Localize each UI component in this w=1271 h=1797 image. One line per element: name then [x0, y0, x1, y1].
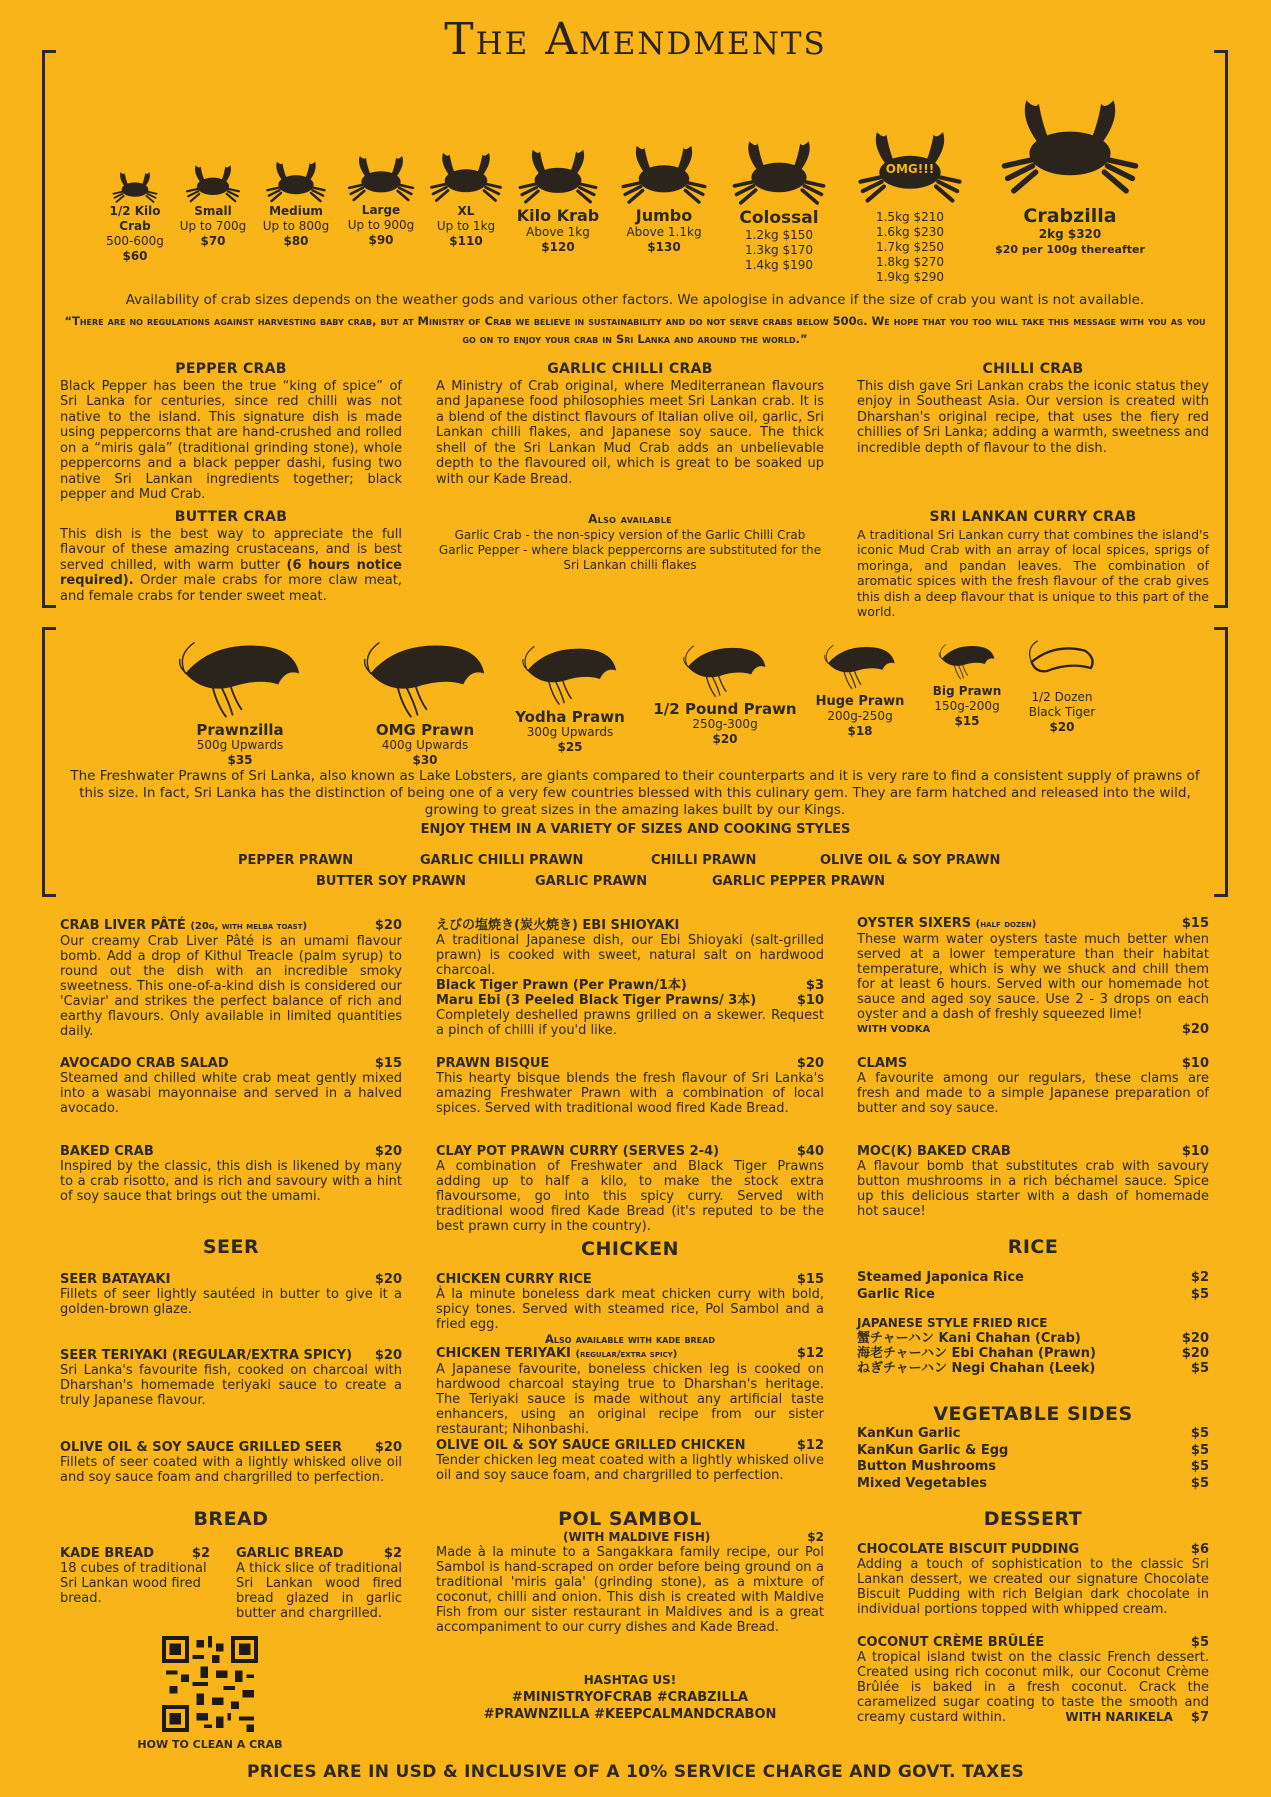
- crab-size-item: [724, 132, 834, 273]
- crab-icon: [182, 160, 244, 204]
- item-desc: Completely deshelled prawns grilled on a skewer. Request a pinch of chilli if you'd like.: [436, 1008, 824, 1038]
- item-header: [60, 1272, 402, 1287]
- section-heading-pol-sambol: POL SAMBOL: [558, 1508, 702, 1530]
- kade-bread: [60, 1546, 210, 1606]
- section-heading-rice: RICE: [1007, 1236, 1059, 1258]
- prawn-style: GARLIC PEPPER PRAWN: [712, 874, 886, 889]
- crab-size-price: $70: [200, 234, 226, 248]
- chocolate-biscuit-pudding: [857, 1542, 1209, 1617]
- crab-size-name: Colossal: [739, 208, 819, 228]
- veg-name: KanKun Garlic: [857, 1426, 961, 1441]
- sustainability-quote: “There are no regulations against harvesting baby crab, but at Ministry of Crab we believe in sustainability and do not serve crabs below 500g. We hope that you too will take this message with you as you go on to enjoy your crab in Sri Lanka and around the world.”: [64, 314, 1206, 346]
- item-price: $2: [383, 1546, 402, 1561]
- item-price: $2: [807, 1530, 824, 1544]
- item-name: OYSTER SIXERS: [857, 916, 972, 931]
- item-title: SEER TERIYAKI (REGULAR/EXTRA SPICY): [60, 1348, 353, 1363]
- item-desc: A flavour bomb that substitutes crab with savoury button mushrooms in a rich béchamel sauce. Spice up this delicious starter with a dash of homemade hot sauce!: [857, 1159, 1209, 1219]
- item-header: [60, 1348, 402, 1363]
- item-price: $20: [374, 1440, 402, 1455]
- prawn-icon: [812, 642, 908, 690]
- hashtag-block: [436, 1672, 824, 1723]
- price-row-label: WITH VODKA: [857, 1024, 931, 1035]
- prawn-style: PEPPER PRAWN: [238, 853, 354, 868]
- hashtag-title: HASHTAG US!: [583, 1673, 677, 1687]
- item-price: $15: [374, 1056, 402, 1071]
- price-row-price: $3: [805, 978, 824, 993]
- item-price: $12: [796, 1438, 824, 1453]
- seer-item: [60, 1440, 402, 1485]
- also-line: Garlic Pepper - where black peppercorns are substituted for the Sri Lankan chilli flakes: [438, 543, 822, 572]
- prawn-size-price: $35: [227, 753, 253, 767]
- qr-code[interactable]: [162, 1636, 258, 1732]
- seer-item: [60, 1348, 402, 1408]
- section-bracket: [1214, 50, 1228, 608]
- prawn-size-item: [160, 637, 320, 768]
- prawn-icon: [165, 637, 315, 719]
- price-row-price: $20: [1181, 1022, 1209, 1037]
- rice-price: $20: [1181, 1346, 1209, 1361]
- prawn-size-name: Big Prawn: [932, 684, 1002, 698]
- prawn-size-weight: 250g-300g: [692, 717, 758, 731]
- prawn-icon: [929, 642, 1005, 680]
- dish-desc: A Ministry of Crab original, where Mediterranean flavours and Japanese food philosophies meet Sri Lankan crab. It is a blend of the distinct flavours of Italian olive oil, garlic, Sri Lankan chilli flakes, and Japanese soy sauce. The thick shell of the Sri Lankan Mud Crab adds an unbelievable depth to the flavoured oil, which is great to be soaked up with our Kade Bread.: [436, 378, 824, 487]
- item-title: CHICKEN CURRY RICE: [436, 1272, 592, 1287]
- item-price: $12: [796, 1346, 824, 1361]
- item-title: AVOCADO CRAB SALAD: [60, 1056, 229, 1071]
- item-header: [60, 1144, 402, 1159]
- dish-desc-text: This dish is the best way to appreciate the full flavour of these amazing crustaceans, and is best served chilled, with warm butter: [60, 526, 402, 573]
- crab-size-item: [612, 138, 716, 255]
- chilli-crab: [857, 362, 1209, 456]
- veg-name: Mixed Vegetables: [857, 1475, 988, 1491]
- prawn-size-name: Prawnzilla: [196, 721, 284, 739]
- dish-desc-text: Order male crabs for more claw meat, and female crabs for tender sweet meat.: [60, 573, 402, 604]
- rice-name: Steamed Japonica Rice: [857, 1270, 1024, 1285]
- item-header: [436, 1056, 824, 1071]
- crab-size-line: 1.9kg $290: [875, 270, 944, 284]
- item-desc: 18 cubes of traditional Sri Lankan wood fired bread.: [60, 1561, 207, 1606]
- mock-baked-crab: [857, 1144, 1209, 1219]
- item-title: BAKED CRAB: [60, 1144, 154, 1159]
- dish-desc: Black Pepper has been the true “king of spice” of Sri Lanka for centuries, since red chilli was not native to the island. This signature dish is made using peppercorns that are hand-crushed and rolled on a “miris gala” (traditional grinding stone), whole peppercorns and a black pepper dashi, fusing two native Sri Lankan ingredients together; black pepper and Mud Crab.: [60, 378, 402, 502]
- crab-icon: [425, 146, 507, 204]
- rice-item: [857, 1287, 1209, 1302]
- item-desc: Sri Lanka's favourite fish, cooked on charcoal with Dharshan's homemade teriyaki sauce to create a truly Japanese flavour.: [60, 1363, 402, 1408]
- item-desc: Tender chicken leg meat coated with a lightly whisked olive oil and soy sauce foam, and chargrilled to perfection.: [436, 1453, 824, 1483]
- crab-size-line: 1.8kg $270: [875, 255, 944, 269]
- item-note: (half dozen): [975, 919, 1037, 930]
- crab-size-price: $20 per 100g thereafter: [995, 243, 1145, 256]
- item-title: COCONUT CRÈME BRÛLÉE: [857, 1635, 1045, 1650]
- item-price: $10: [1181, 1144, 1209, 1159]
- crab-size-weight: Up to 700g: [179, 219, 247, 233]
- item-price: $2: [191, 1546, 210, 1561]
- crab-icon: [343, 150, 419, 203]
- item-header: [60, 1056, 402, 1071]
- price-row-label: WITH NARIKELA: [1065, 1710, 1173, 1724]
- rice-name: ねぎチャーハン Negi Chahan (Leek): [857, 1361, 1096, 1376]
- item-header: [436, 1346, 824, 1362]
- fried-rice-item: [857, 1346, 1209, 1361]
- section-heading-chicken: CHICKEN: [581, 1238, 679, 1260]
- crab-size-item: [338, 150, 424, 248]
- prawn-size-item: [350, 637, 500, 768]
- dish-title: SRI LANKAN CURRY CRAB: [929, 509, 1137, 525]
- item-title: CHOCOLATE BISCUIT PUDDING: [857, 1542, 1080, 1557]
- prawn-size-weight: 150g-200g: [934, 699, 1000, 713]
- price-row-label: Maru Ebi (3 Peeled Black Tiger Prawns/ 3本): [436, 993, 757, 1008]
- item-desc: Made à la minute to a Sangakkara family recipe, our Pol Sambol is hand-scraped on order before being ground on a traditional 'miris gala' (grinding stone), as a mixture of coconut, chilli and onion. This dish is created with Maldive Fish from our sister restaurant in Maldives and is a great accompaniment to our curry dishes and Kade Bread.: [436, 1545, 824, 1635]
- prawn-size-item: [650, 642, 800, 747]
- item-desc: A thick slice of traditional Sri Lankan wood fired bread glazed in garlic butter and chargrilled.: [236, 1561, 402, 1621]
- item-desc: Steamed and chilled white crab meat gently mixed into a wasabi mayonnaise and served in a halved avocado.: [60, 1071, 402, 1116]
- item-title: CLAY POT PRAWN CURRY (SERVES 2-4): [436, 1144, 720, 1159]
- enjoy-heading: ENJOY THEM IN A VARIETY OF SIZES AND COOKING STYLES: [420, 822, 851, 837]
- prawn-bisque: [436, 1056, 824, 1116]
- rice-list: [857, 1270, 1209, 1376]
- rice-item: [857, 1270, 1209, 1285]
- item-header: [857, 1144, 1209, 1159]
- fried-rice-item: [857, 1361, 1209, 1376]
- item-title: [857, 916, 1036, 932]
- item-header: [436, 1144, 824, 1159]
- item-desc: A tropical island twist on the classic French dessert. Created using rich coconut milk, our Coconut Crème Brûlée is baked in a fresh coconut. Crack the caramelized sugar coating to taste the smooth and creamy custard within.: [857, 1650, 1209, 1725]
- prawn-size-price: $30: [412, 753, 438, 767]
- item-desc: Our creamy Crab Liver Pâté is an umami flavour bomb. Add a drop of Kithul Treacle (palm syrup) to round out the dish with an incredible smoky sweetness. This one-of-a-kind dish is considered our 'Caviar' and strikes the perfect balance of rich and earthy flavours. Only available in limited quantities daily.: [60, 934, 402, 1039]
- pol-sambol: [436, 1530, 824, 1635]
- crab-size-weight: Up to 800g: [262, 219, 330, 233]
- crab-liver-pate: [60, 918, 402, 1039]
- seer-item: [60, 1272, 402, 1317]
- item-header: [60, 918, 402, 934]
- prawn-size-item: [800, 642, 920, 739]
- item-desc: Inspired by the classic, this dish is likened by many to a crab risotto, and is rich and savoury with a hint of soy sauce that brings out the umami.: [60, 1159, 402, 1204]
- crab-size-price: $90: [368, 233, 394, 247]
- crab-size-item: [510, 142, 606, 255]
- veg-price: $5: [1190, 1459, 1209, 1474]
- clams: [857, 1056, 1209, 1116]
- garlic-chilli-crab: [436, 362, 824, 487]
- item-header: [436, 1272, 824, 1287]
- veg-name: Button Mushrooms: [857, 1459, 997, 1474]
- item-desc: A traditional Japanese dish, our Ebi Shioyaki (salt-grilled prawn) is cooked with sweet, natural salt on hardwood charcoal.: [436, 933, 824, 978]
- page-title: The Amendments: [444, 14, 827, 65]
- dish-title: GARLIC CHILLI CRAB: [547, 361, 713, 377]
- item-title: OLIVE OIL & SOY SAUCE GRILLED SEER: [60, 1440, 343, 1455]
- prawn-icon: [510, 642, 630, 706]
- ebi-shioyaki: [436, 918, 824, 1038]
- price-row: [857, 1022, 1209, 1037]
- prawn-style: GARLIC CHILLI PRAWN: [420, 853, 584, 868]
- crab-size-item: [422, 146, 510, 249]
- avocado-crab-salad: [60, 1056, 402, 1116]
- tiger-prawn-icon: [1024, 638, 1100, 686]
- crab-size-line: 1.2kg $150: [744, 228, 813, 242]
- hashtag-line: #PRAWNZILLA #KEEPCALMANDCRABON: [483, 1707, 777, 1722]
- item-name: CHICKEN TERIYAKI: [436, 1346, 571, 1361]
- prawn-style: BUTTER SOY PRAWN: [316, 874, 467, 889]
- omg-label: OMG!!!: [885, 162, 935, 176]
- prawn-size-name: Huge Prawn: [815, 694, 905, 709]
- item-price: $15: [796, 1272, 824, 1287]
- item-price: $40: [796, 1144, 824, 1159]
- crab-size-price: $60: [122, 249, 148, 263]
- crab-size-line: 1.5kg $210: [875, 210, 944, 224]
- also-line: Garlic Crab - the non-spicy version of the Garlic Chilli Crab: [454, 528, 806, 542]
- item-price: $20: [374, 1144, 402, 1159]
- prawn-icon: [355, 637, 495, 719]
- item-header: [236, 1546, 402, 1561]
- fried-rice-item: [857, 1331, 1209, 1346]
- baked-crab: [60, 1144, 402, 1204]
- rice-price: $5: [1190, 1361, 1209, 1376]
- item-note: (20g, with melba toast): [190, 921, 308, 932]
- crab-size-price: $110: [449, 234, 483, 248]
- coconut-creme-brulee: [857, 1635, 1209, 1725]
- crab-size-name: Jumbo: [635, 206, 693, 225]
- prawn-size-chart: [160, 632, 1110, 767]
- item-desc: A favourite among our regulars, these clams are fresh and made to a simple Japanese preparation of butter and soy sauce.: [857, 1071, 1209, 1116]
- crab-size-price: $130: [647, 240, 681, 254]
- item-desc: À la minute boneless dark meat chicken curry with bold, spicy tones. Served with steamed rice, Pol Sambol and a fried egg.: [436, 1287, 824, 1332]
- prawn-size-item: [500, 642, 640, 755]
- prawn-size-price: $20: [1049, 720, 1075, 734]
- also-title: Also available: [588, 512, 672, 526]
- notice-text: (6 hours notice required).: [60, 557, 402, 588]
- price-footer: PRICES ARE IN USD & INCLUSIVE OF A 10% SERVICE CHARGE AND GOVT. TAXES: [246, 1762, 1025, 1782]
- prawn-style: CHILLI PRAWN: [651, 853, 757, 868]
- item-title: PRAWN BISQUE: [436, 1056, 550, 1071]
- veg-price: $5: [1190, 1426, 1209, 1441]
- item-header: [60, 1440, 402, 1455]
- prawn-size-price: $25: [557, 740, 583, 754]
- veg-item: [857, 1459, 1209, 1476]
- item-desc: Fillets of seer coated with a lightly whisked olive oil and soy sauce foam and chargrilled to perfection.: [60, 1455, 402, 1485]
- prawn-description: The Freshwater Prawns of Sri Lanka, also known as Lake Lobsters, are giants compared to their counterparts and it is very rare to find a consistent supply of prawns of this size. In fact, Sri Lanka has the distinction of being one of a very few countries blessed with this culinary gem. They are farm hatched and released into the wild, growing to great sizes in the amazing lakes built by our Kings.: [70, 768, 1200, 818]
- item-desc: A Japanese favourite, boneless chicken leg is cooked on hardwood charcoal staying true to Dharshan's heritage. The Teriyaki sauce is made without any artificial taste enhancers, using an original recipe from our sister restaurant; Nihonbashi.: [436, 1362, 824, 1437]
- prawn-size-price: $20: [712, 732, 738, 746]
- item-desc: This hearty bisque blends the fresh flavour of Sri Lanka's amazing Freshwater Prawn with a combination of local spices. Served with traditional wood fired Kade Bread.: [436, 1071, 824, 1116]
- also-available-note: Also available with kade bread: [545, 1332, 715, 1346]
- crab-icon-omg: [851, 118, 969, 210]
- item-desc: A combination of Freshwater and Black Tiger Prawns adding up to half a kilo, to make the stock extra flavoursome, go into this spicy curry. Served with traditional wood fired Kade Bread (it's reputed to be the best prawn curry in the country).: [436, 1159, 824, 1234]
- prawn-size-weight: 500g Upwards: [196, 738, 284, 752]
- prawn-icon: [669, 642, 781, 698]
- crab-size-item: [256, 156, 336, 249]
- crab-size-weight: Above 1kg: [526, 225, 590, 239]
- rice-price: $5: [1190, 1287, 1209, 1302]
- rice-price: $20: [1181, 1331, 1209, 1346]
- dish-title: CHILLI CRAB: [982, 361, 1084, 377]
- crab-size-weight: 2kg $320: [1038, 227, 1102, 241]
- prawn-size-name: Yodha Prawn: [515, 708, 625, 726]
- crab-size-line: 1.7kg $250: [875, 240, 944, 254]
- item-price: $20: [374, 1272, 402, 1287]
- crab-size-name: Large: [361, 203, 401, 217]
- rice-name: 海老チャーハン Ebi Chahan (Prawn): [857, 1346, 1096, 1361]
- crab-size-line: 1.6kg $230: [875, 225, 944, 239]
- crab-size-weight: Up to 1kg: [436, 219, 496, 233]
- hashtag-line: #MINISTRYOFCRAB #CRABZILLA: [511, 1690, 749, 1705]
- prawn-size-name: 1/2 Pound Prawn: [653, 700, 797, 718]
- item-desc: Fillets of seer lightly sautéed in butter to give it a golden-brown glaze.: [60, 1287, 402, 1317]
- crab-icon: [513, 142, 603, 206]
- crab-icon: [992, 80, 1148, 205]
- prawn-size-price: $15: [954, 714, 980, 728]
- prawn-size-weight: 200g-250g: [827, 709, 893, 723]
- pol-sambol-header: [436, 1530, 824, 1545]
- section-bracket: [1214, 627, 1228, 897]
- price-row-price: $7: [1190, 1710, 1209, 1725]
- item-price: $20: [374, 918, 402, 933]
- crab-size-name: 1/2 Kilo Crab: [109, 204, 161, 233]
- rice-name: Garlic Rice: [857, 1287, 935, 1302]
- dish-title: PEPPER CRAB: [175, 361, 287, 377]
- dish-desc: This dish gave Sri Lankan crabs the iconic status they enjoy in Southeast Asia. Our version is created with Dharshan's original recipe, that uses the fiery red chillies of Sri Lanka; adding a warmth, sweetness and incredible depth of flavour to the dish.: [857, 378, 1209, 456]
- item-price: $15: [1181, 916, 1209, 931]
- garlic-bread: [236, 1546, 402, 1621]
- price-row-price: $10: [796, 993, 824, 1008]
- section-bracket: [42, 627, 56, 897]
- crab-icon: [615, 138, 713, 206]
- item-price: $6: [1190, 1542, 1209, 1557]
- prawn-size-name: 1/2 Dozen Black Tiger: [1028, 690, 1096, 719]
- price-row: [436, 978, 824, 993]
- item-price: $20: [374, 1348, 402, 1363]
- dish-desc: [60, 527, 402, 605]
- crab-size-line: 1.3kg $170: [744, 243, 813, 257]
- item-desc: These warm water oysters taste much better when served at a lower temperature than their habitat temperature, which is why we shuck and chill them for at least 6 hours. Served with our homemade hot sauce and aged soy sauce. Use 2 - 3 drops on each oyster and a dash of freshly squeezed lime!: [857, 932, 1209, 1022]
- price-row: [436, 993, 824, 1008]
- prawn-size-weight: 400g Upwards: [381, 738, 469, 752]
- dish-title: BUTTER CRAB: [174, 509, 288, 525]
- crab-size-chart: [60, 80, 1210, 300]
- item-title: えびの塩焼き(炭火焼き) EBI SHIOYAKI: [436, 918, 680, 933]
- crab-size-name: Medium: [269, 204, 323, 218]
- crab-size-weight: Above 1.1kg: [626, 225, 702, 239]
- item-name: CRAB LIVER PÂTÉ: [60, 918, 186, 933]
- prawn-style: OLIVE OIL & SOY PRAWN: [820, 853, 1001, 868]
- crab-size-name: Small: [194, 204, 232, 218]
- veg-name: KanKun Garlic & Egg: [857, 1442, 1009, 1458]
- crab-icon: [726, 132, 832, 208]
- rice-price: $2: [1190, 1270, 1209, 1285]
- prawn-style: GARLIC PRAWN: [535, 874, 648, 889]
- item-price: $10: [1181, 1056, 1209, 1071]
- item-header: [857, 1056, 1209, 1071]
- crab-size-item: [990, 80, 1150, 257]
- item-title: KADE BREAD: [60, 1546, 154, 1561]
- section-bracket: [42, 50, 56, 608]
- veg-list: [857, 1426, 1209, 1492]
- item-title: OLIVE OIL & SOY SAUCE GRILLED CHICKEN: [436, 1438, 746, 1453]
- chicken-teriyaki: [436, 1346, 824, 1437]
- clay-pot-prawn-curry: [436, 1144, 824, 1234]
- item-desc: Adding a touch of sophistication to the classic Sri Lankan dessert, we created our signature Chocolate Biscuit Pudding with rich Belgian dark chocolate in individual portions topped with whipped cream.: [857, 1557, 1209, 1617]
- dish-desc: A traditional Sri Lankan curry that combines the island's iconic Mud Crab with an array of local spices, sprigs of moringa, and pandan leaves. The combination of aromatic spices with the fresh flavour of the crab gives this dish a deep flavour that is unique to this part of the world.: [857, 526, 1209, 619]
- also-available: [436, 512, 824, 573]
- veg-item: [857, 1443, 1209, 1460]
- item-title: [436, 1346, 677, 1362]
- fried-rice-heading: JAPANESE STYLE FRIED RICE: [857, 1316, 1048, 1330]
- pepper-crab: [60, 362, 402, 503]
- butter-crab: [60, 510, 402, 604]
- crab-icon: [109, 168, 161, 204]
- veg-price: $5: [1190, 1442, 1209, 1458]
- prawn-size-name: OMG Prawn: [375, 721, 475, 739]
- crab-size-weight: Up to 900g: [347, 218, 415, 232]
- item-title: GARLIC BREAD: [236, 1546, 344, 1561]
- section-heading-bread: BREAD: [193, 1508, 269, 1530]
- prawn-size-item: [1012, 638, 1112, 735]
- item-header: [857, 1542, 1209, 1557]
- item-header: [436, 1438, 824, 1453]
- section-heading-seer: SEER: [202, 1236, 260, 1258]
- price-row-label: Black Tiger Prawn (Per Prawn/1本): [436, 978, 687, 993]
- prawn-size-item: [912, 642, 1022, 729]
- item-header: [857, 1635, 1209, 1650]
- veg-item: [857, 1426, 1209, 1443]
- sri-lankan-curry-crab: [857, 510, 1209, 620]
- rice-name: 蟹チャーハン Kani Chahan (Crab): [857, 1331, 1081, 1346]
- crab-size-name: Crabzilla: [1023, 205, 1117, 227]
- veg-price: $5: [1190, 1475, 1209, 1491]
- crab-size-name: Kilo Krab: [516, 206, 600, 225]
- section-heading-veg: VEGETABLE SIDES: [933, 1403, 1133, 1425]
- chicken-curry-rice: [436, 1272, 824, 1347]
- crab-size-name: XL: [457, 204, 475, 218]
- crab-size-item: [173, 160, 253, 249]
- crab-size-weight: 500-600g: [106, 234, 164, 248]
- item-title: [60, 918, 307, 934]
- item-price: $20: [796, 1056, 824, 1071]
- item-title: CLAMS: [857, 1056, 908, 1071]
- crab-size-price: $80: [283, 234, 309, 248]
- spacer: [436, 1530, 466, 1545]
- item-note: (regular/extra spicy): [575, 1349, 678, 1360]
- crab-size-price: $120: [541, 240, 575, 254]
- item-price: $5: [1190, 1635, 1209, 1650]
- oyster-sixers: [857, 916, 1209, 1037]
- item-title: SEER BATAYAKI: [60, 1272, 171, 1287]
- crab-size-line: 1.4kg $190: [744, 258, 813, 272]
- pol-sub: (WITH MALDIVE FISH): [562, 1530, 711, 1544]
- prawn-size-weight: 300g Upwards: [526, 725, 614, 739]
- item-header: [857, 916, 1209, 932]
- crab-size-item: [95, 168, 175, 264]
- veg-item: [857, 1476, 1209, 1493]
- crab-icon: [262, 156, 330, 204]
- olive-oil-chicken: [436, 1438, 824, 1483]
- item-title: MOC(K) BAKED CRAB: [857, 1144, 1011, 1159]
- item-header: [436, 918, 824, 933]
- item-header: [60, 1546, 210, 1561]
- availability-note: Availability of crab sizes depends on the weather gods and various other factors. We apologise in advance if the size of crab you want is not available.: [125, 292, 1145, 308]
- section-heading-dessert: DESSERT: [983, 1508, 1083, 1530]
- qr-label: HOW TO CLEAN A CRAB: [137, 1738, 283, 1751]
- crab-size-item: [850, 118, 970, 285]
- prawn-size-price: $18: [847, 724, 873, 738]
